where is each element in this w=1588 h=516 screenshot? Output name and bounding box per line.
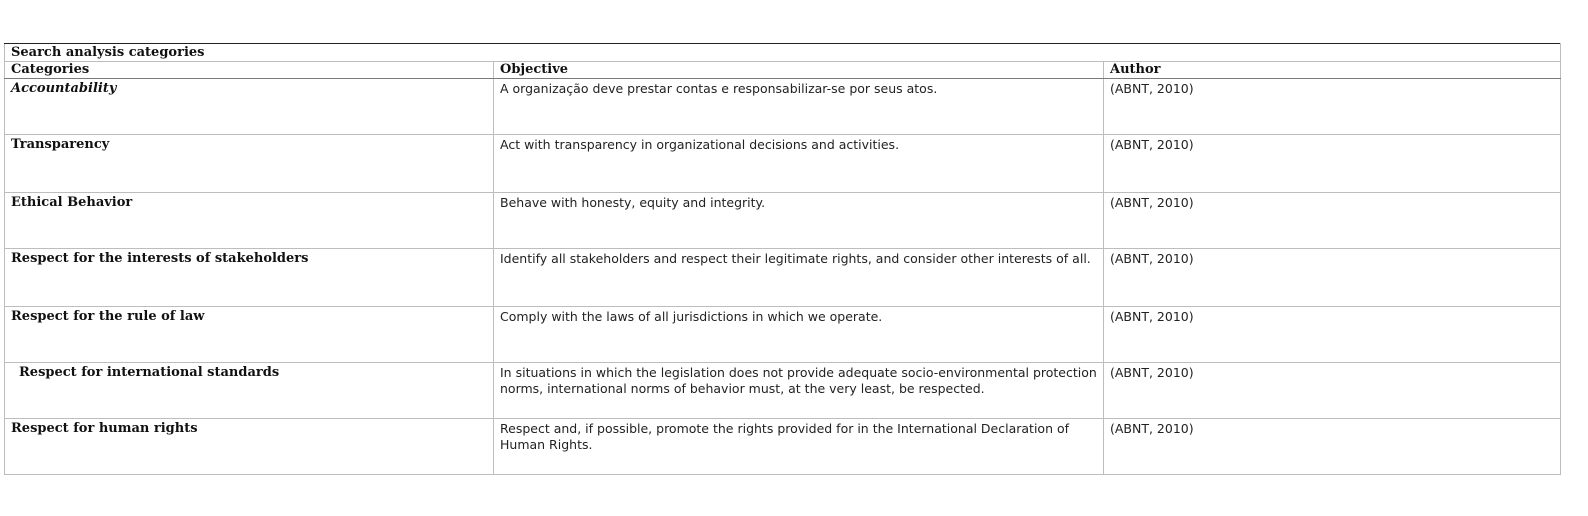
table-row	[5, 249, 1561, 307]
table-row	[5, 79, 1561, 135]
table-row	[5, 363, 1561, 419]
category-cell: Accountability	[5, 79, 494, 135]
category-cell: Transparency	[5, 135, 494, 193]
author-cell: (ABNT, 2010)	[1104, 363, 1561, 419]
author-cell: (ABNT, 2010)	[1104, 419, 1561, 475]
objective-cell: A organização deve prestar contas e responsabilizar-se por seus atos.	[494, 79, 1104, 135]
objective-cell: Respect and, if possible, promote the rights provided for in the International Declaration of Human Rights.	[494, 419, 1104, 475]
table-row	[5, 419, 1561, 475]
table-caption: Search analysis categories	[5, 44, 1561, 62]
table-row	[5, 193, 1561, 249]
table-header-row	[5, 62, 1561, 79]
category-cell: Respect for human rights	[5, 419, 494, 475]
table-row	[5, 135, 1561, 193]
analysis-categories-table	[4, 43, 1561, 475]
table-caption-row	[5, 44, 1561, 62]
objective-cell: Identify all stakeholders and respect their legitimate rights, and consider other interests of all.	[494, 249, 1104, 307]
table-row	[5, 307, 1561, 363]
author-cell: (ABNT, 2010)	[1104, 79, 1561, 135]
author-cell: (ABNT, 2010)	[1104, 193, 1561, 249]
objective-cell: Act with transparency in organizational decisions and activities.	[494, 135, 1104, 193]
objective-cell: Behave with honesty, equity and integrity.	[494, 193, 1104, 249]
header-author: Author	[1104, 62, 1561, 79]
category-cell: Respect for the rule of law	[5, 307, 494, 363]
objective-cell: Comply with the laws of all jurisdictions in which we operate.	[494, 307, 1104, 363]
author-cell: (ABNT, 2010)	[1104, 307, 1561, 363]
analysis-categories-table-container	[4, 43, 1560, 475]
category-cell: Respect for the interests of stakeholders	[5, 249, 494, 307]
author-cell: (ABNT, 2010)	[1104, 249, 1561, 307]
category-cell: Ethical Behavior	[5, 193, 494, 249]
author-cell: (ABNT, 2010)	[1104, 135, 1561, 193]
header-objective: Objective	[494, 62, 1104, 79]
header-categories: Categories	[5, 62, 494, 79]
category-cell: Respect for international standards	[5, 363, 494, 419]
objective-cell: In situations in which the legislation does not provide adequate socio-environmental protection norms, international norms of behavior must, at the very least, be respected.	[494, 363, 1104, 419]
